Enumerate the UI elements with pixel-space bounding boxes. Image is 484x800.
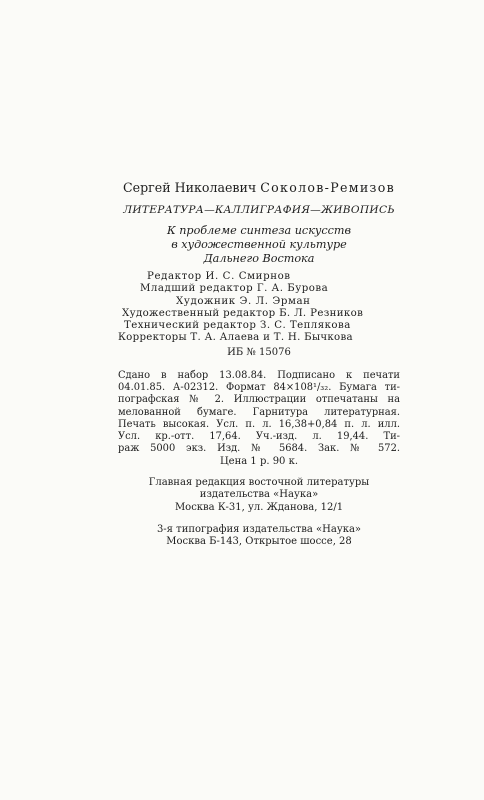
- subtitle-line: в художественной культуре: [171, 238, 347, 251]
- credit-proofreaders: Корректоры Т. А. Алаева и Т. Н. Бычкова: [118, 332, 353, 344]
- author-surname: Соколов-Ремизов: [260, 180, 395, 195]
- printer-line: Москва Б-143, Открытое шоссе, 28: [166, 536, 352, 548]
- credit-junior-editor: Младший редактор Г. А. Бурова: [140, 283, 329, 295]
- credit-artist: Художник Э. Л. Эрман: [176, 295, 311, 307]
- print-details: [118, 370, 400, 455]
- subtitle-line: К проблеме синтеза искусств: [166, 224, 352, 237]
- book-title: ЛИТЕРАТУРА—КАЛЛИГРАФИЯ—ЖИВОПИСЬ: [123, 204, 395, 216]
- publisher-line: Главная редакция восточной литературы: [148, 477, 370, 488]
- publisher: [118, 477, 400, 514]
- print-details-line: Усл. кр.-отт. 17,64. Уч.-изд. л. 19,44. Ти-: [118, 431, 400, 443]
- publisher-line: Москва К-31, ул. Жданова, 12/1: [174, 501, 344, 513]
- printer-line: 3-я типография издательства «Наука»: [156, 524, 362, 535]
- author-line: [118, 180, 400, 195]
- publisher-line: издательства «Наука»: [199, 489, 319, 501]
- print-details-line: пографская № 2. Иллюстрации отпечатаны на: [118, 394, 400, 406]
- print-details-line: Сдано в набор 13.08.84. Подписано к печати: [118, 370, 400, 381]
- author-first-names: Сергей Николаевич: [123, 180, 261, 195]
- subtitle-line: Дальнего Востока: [203, 252, 315, 265]
- ib-number: ИБ № 15076: [227, 347, 291, 358]
- print-details-line: 04.01.85. А-02312. Формат 84×108¹/₃₂. Бумага ти-: [118, 382, 400, 394]
- credit-tech-editor: Технический редактор З. С. Теплякова: [124, 320, 351, 332]
- print-details-line: раж 5000 экз. Изд. № 5684. Зак. № 572.: [118, 443, 400, 455]
- book-subtitle: [118, 224, 400, 266]
- credit-editor: Редактор И. С. Смирнов: [147, 271, 291, 282]
- print-details-line: мелованной бумаге. Гарнитура литературная.: [118, 406, 400, 418]
- price: Цена 1 р. 90 к.: [219, 456, 299, 467]
- printer: [118, 524, 400, 549]
- credits: [118, 271, 400, 345]
- credit-art-editor: Художественный редактор Б. Л. Резников: [122, 307, 364, 319]
- print-details-line: Печать высокая. Усл. п. л. 16,38+0,84 п. л. илл.: [118, 418, 400, 430]
